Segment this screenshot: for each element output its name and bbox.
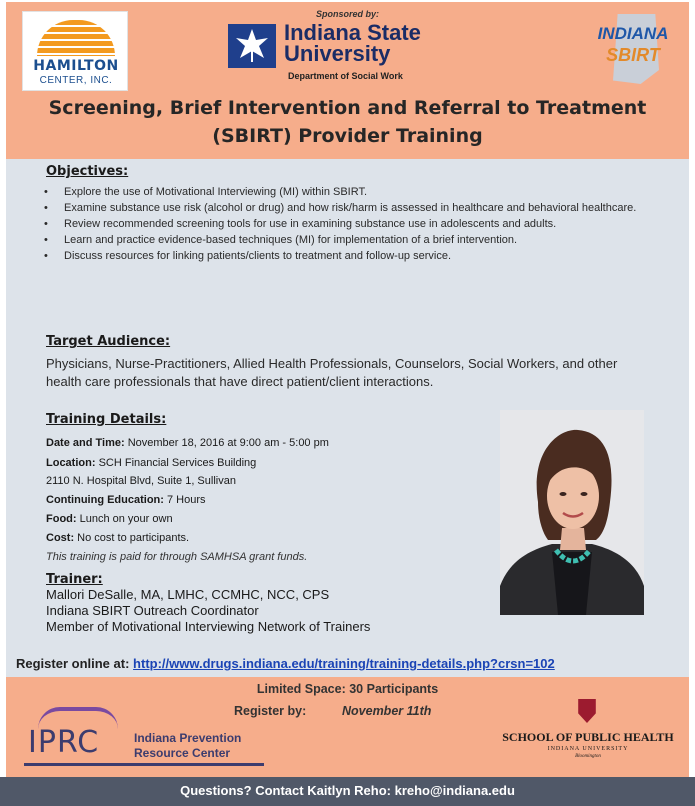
indiana-state-university-logo	[228, 20, 478, 90]
detail-ce-label: Continuing Education:	[46, 494, 164, 506]
trainer-heading: Trainer:	[46, 572, 103, 587]
title-line2: (SBIRT) Provider Training	[212, 125, 483, 147]
objectives-list	[42, 185, 662, 265]
objectives-heading: Objectives:	[46, 164, 129, 179]
register-by-date: November 11th	[342, 704, 432, 718]
sph-logo-name: SCHOOL OF PUBLIC HEALTH	[502, 730, 674, 744]
trainer-membership: Member of Motivational Interviewing Network of Trainers	[46, 619, 371, 634]
main-content	[6, 159, 689, 677]
register-online-label: Register online at:	[16, 656, 130, 671]
iprc-underline	[24, 763, 264, 766]
hamilton-center-logo	[22, 11, 128, 91]
objective-item: • Review recommended screening tools for use in examining substance use in adolescents and adults.	[42, 217, 662, 232]
iu-trident-icon	[576, 699, 598, 723]
detail-cost-label: Cost:	[46, 532, 75, 544]
hamilton-logo-name: HAMILTON	[33, 58, 119, 74]
isu-name	[284, 22, 421, 64]
title-line1: Screening, Brief Intervention and Referral to Treatment	[48, 97, 647, 119]
header-banner	[6, 2, 689, 159]
register-by-label: Register by:	[234, 704, 307, 718]
footer-banner	[6, 677, 689, 777]
hamilton-logo-sub: CENTER, INC.	[39, 75, 113, 86]
training-details-heading: Training Details:	[46, 412, 167, 427]
target-audience-text: Physicians, Nurse-Practitioners, Allied Health Professionals, Counselors, Social Workers, and other health care professionals that have direct patient/client interactions.	[46, 356, 618, 389]
objective-item: • Discuss resources for linking patients/clients to treatment and follow-up service.	[42, 249, 662, 264]
trainer-role: Indiana SBIRT Outreach Coordinator	[46, 603, 259, 618]
iprc-logo-line1: Indiana Prevention	[134, 731, 242, 745]
detail-cost	[46, 532, 189, 544]
sph-logo-campus: Bloomington	[575, 754, 601, 759]
detail-date-value: November 18, 2016 at 9:00 am - 5:00 pm	[127, 437, 329, 449]
isu-department: Department of Social Work	[288, 71, 403, 81]
detail-ce-value: 7 Hours	[167, 494, 206, 506]
detail-food	[46, 513, 173, 525]
sun-icon	[37, 20, 115, 56]
school-of-public-health-logo	[490, 697, 686, 769]
detail-continuing-education	[46, 494, 206, 506]
sycamore-leaf-icon	[228, 24, 276, 68]
isu-name-line2: University	[284, 41, 391, 66]
iprc-logo-name: IPRC	[28, 725, 100, 760]
register-online-line	[16, 656, 695, 671]
contact-text: Questions? Contact Kaitlyn Reho: kreho@indiana.edu	[180, 783, 515, 798]
detail-location	[46, 457, 256, 469]
indiana-sbirt-logo	[587, 14, 679, 84]
page-title	[6, 94, 689, 150]
sbirt-logo-line1: INDIANA	[597, 24, 669, 43]
iprc-logo-line2: Resource Center	[134, 746, 231, 760]
trainer-photo	[500, 410, 644, 615]
detail-address: 2110 N. Hospital Blvd, Suite 1, Sullivan	[46, 475, 236, 487]
detail-food-value: Lunch on your own	[79, 513, 173, 525]
detail-food-label: Food:	[46, 513, 77, 525]
objective-item: • Learn and practice evidence-based techniques (MI) for implementation of a brief intervention.	[42, 233, 662, 248]
detail-location-label: Location:	[46, 457, 96, 469]
sponsored-by-label: Sponsored by:	[315, 9, 379, 19]
trainer-name: Mallori DeSalle, MA, LMHC, CCMHC, NCC, CPS	[46, 587, 330, 602]
iprc-logo	[24, 705, 274, 773]
detail-funding-note: This training is paid for through SAMHSA grant funds.	[46, 551, 308, 563]
detail-date-label: Date and Time:	[46, 437, 125, 449]
trainer-info	[46, 587, 496, 635]
detail-date	[46, 437, 329, 449]
sbirt-logo-line2: SBIRT	[606, 45, 660, 65]
contact-bar	[0, 777, 695, 806]
objective-item: • Examine substance use risk (alcohol or drug) and how risk/harm is assessed in healthcare and behavioral healthcare.	[42, 201, 662, 216]
registration-link[interactable]: http://www.drugs.indiana.edu/training/training-details.php?crsn=102	[133, 656, 555, 671]
objective-item: • Explore the use of Motivational Interviewing (MI) within SBIRT.	[42, 185, 662, 200]
isu-name-line1: Indiana State	[284, 20, 421, 45]
detail-location-value: SCH Financial Services Building	[98, 457, 257, 469]
sph-logo-university: INDIANA UNIVERSITY	[547, 746, 629, 752]
detail-cost-value: No cost to participants.	[77, 532, 190, 544]
target-audience-heading: Target Audience:	[46, 334, 171, 349]
limited-space-note: Limited Space: 30 Participants	[256, 682, 439, 696]
